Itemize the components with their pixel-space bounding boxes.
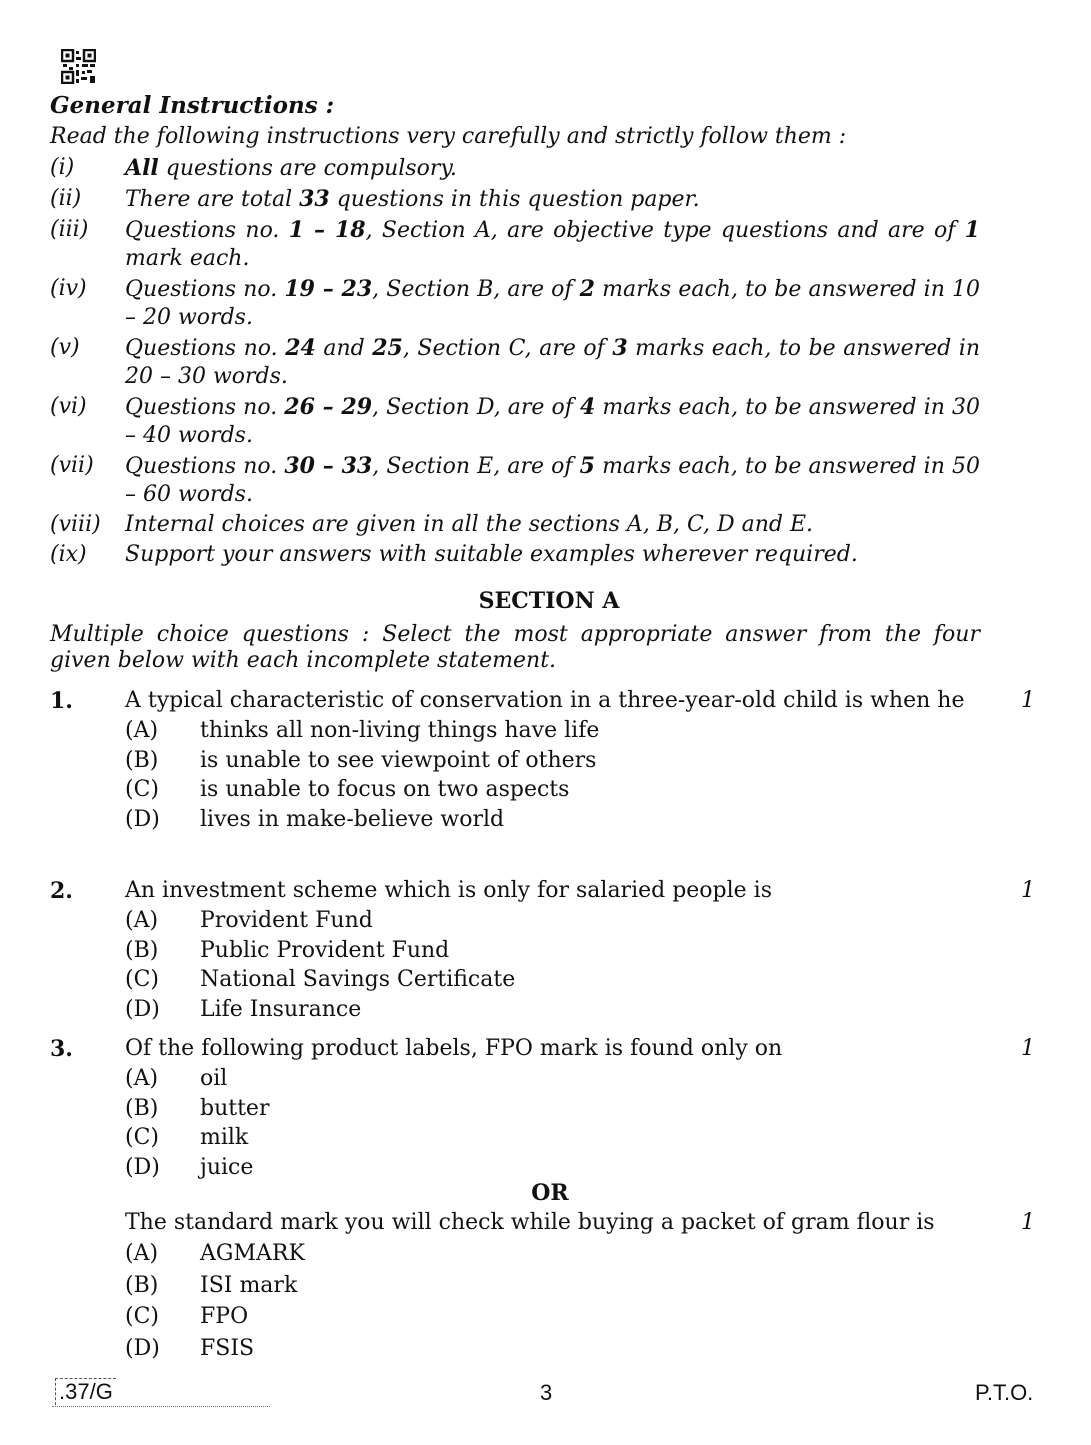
instruction-emphasis: 30 – 33 — [284, 453, 373, 479]
instruction-item — [50, 393, 980, 450]
question-1 — [50, 686, 1050, 834]
option-text: AGMARK — [200, 1241, 305, 1266]
instruction-item — [50, 334, 980, 391]
option-text: is unable to see viewpoint of others — [200, 747, 597, 773]
instruction-run: Questions no. — [125, 395, 285, 420]
option-letter: (D) — [125, 1335, 160, 1361]
instruction-text — [125, 185, 980, 214]
instruction-run: Support your answers with suitable examples wherever required. — [125, 542, 858, 567]
instruction-run: Questions no. — [125, 454, 285, 479]
option-b — [125, 936, 1050, 966]
option-letter: (B) — [125, 1095, 159, 1121]
option-letter: (C) — [125, 1125, 159, 1150]
footer-microtext-strip — [52, 1406, 270, 1412]
instructions-list — [50, 154, 980, 571]
section-description: Multiple choice questions : Select the most appropriate answer from the four given below with each incomplete statement. — [50, 622, 980, 673]
instruction-emphasis: 33 — [299, 186, 330, 212]
instruction-text — [125, 154, 980, 183]
instruction-run: Questions no. — [125, 218, 289, 243]
instruction-item — [50, 154, 980, 183]
instruction-run: , Section D, are of — [372, 395, 580, 420]
option-letter: (C) — [125, 1304, 159, 1329]
paper-code: .37/G — [55, 1378, 116, 1405]
question-2 — [50, 876, 1050, 1024]
question-3 — [50, 1034, 1050, 1364]
question-text: An investment scheme which is only for salaried people is — [125, 878, 773, 903]
instruction-run: Questions no. — [125, 336, 286, 361]
option-text: FSIS — [200, 1335, 255, 1361]
instruction-emphasis: 24 — [285, 335, 316, 361]
instruction-number: (iii) — [50, 217, 89, 242]
alt-option-b — [125, 1270, 1050, 1302]
option-letter: (C) — [125, 777, 159, 802]
section-title: SECTION A — [478, 588, 620, 614]
option-letter: (B) — [125, 937, 159, 963]
option-letter: (A) — [125, 1066, 159, 1091]
option-d — [125, 995, 1050, 1025]
option-letter: (D) — [125, 806, 160, 832]
instruction-text — [125, 275, 980, 332]
instruction-emphasis: 1 — [964, 217, 980, 243]
question-marks: 1 — [1021, 688, 1035, 713]
instruction-run: , Section E, are of — [372, 454, 580, 479]
question-number: 1. — [50, 688, 73, 714]
instruction-text — [125, 393, 980, 450]
page-number: 3 — [540, 1380, 553, 1405]
question-number-spacer — [50, 1208, 125, 1238]
instruction-run: mark each. — [125, 246, 250, 271]
question-marks: 1 — [1021, 1036, 1035, 1061]
option-letter: (B) — [125, 1272, 159, 1298]
alt-question-marks: 1 — [1021, 1210, 1035, 1235]
qr-code-icon — [61, 49, 96, 84]
or-divider: OR — [531, 1180, 569, 1206]
instruction-number: (ix) — [50, 542, 87, 567]
instruction-text — [125, 334, 980, 391]
instruction-run: marks each, to be answered in 50 – 60 words. — [125, 454, 980, 507]
option-text: ISI mark — [200, 1272, 298, 1298]
option-text: butter — [200, 1095, 270, 1121]
instruction-number: (viii) — [50, 512, 101, 537]
instruction-emphasis: 19 – 23 — [284, 276, 373, 302]
option-text: Life Insurance — [200, 996, 362, 1022]
instruction-item — [50, 541, 980, 569]
question-number: 2. — [50, 878, 73, 904]
instruction-run: marks each, to be answered in 10 – 20 words. — [125, 277, 980, 330]
instruction-emphasis: 25 — [372, 335, 403, 361]
instruction-text — [125, 511, 980, 539]
option-c — [125, 1123, 1050, 1153]
instruction-item — [50, 511, 980, 539]
option-c — [125, 775, 1050, 805]
instruction-run: marks each, to be answered in 30 – 40 words. — [125, 395, 980, 448]
question-marks: 1 — [1021, 878, 1035, 903]
alt-option-a — [125, 1238, 1050, 1270]
option-text: Public Provident Fund — [200, 937, 450, 963]
instruction-run: Questions no. — [125, 277, 285, 302]
instruction-number: (ii) — [50, 186, 82, 211]
option-text: National Savings Certificate — [200, 967, 516, 992]
instruction-text — [125, 541, 980, 569]
option-letter: (C) — [125, 967, 159, 992]
option-c — [125, 965, 1050, 995]
option-letter: (A) — [125, 1241, 159, 1266]
instruction-emphasis: 5 — [579, 453, 595, 479]
instruction-run: questions in this question paper. — [329, 187, 700, 212]
option-text: thinks all non-living things have life — [200, 718, 600, 743]
instructions-title: General Instructions : — [50, 92, 335, 119]
instruction-number: (vii) — [50, 453, 94, 478]
option-b — [125, 746, 1050, 776]
option-letter: (D) — [125, 1154, 160, 1180]
option-text: lives in make-believe world — [200, 806, 505, 832]
instructions-intro: Read the following instructions very carefully and strictly follow them : — [50, 124, 847, 149]
option-letter: (A) — [125, 908, 159, 933]
option-letter: (B) — [125, 747, 159, 773]
question-number: 3. — [50, 1036, 73, 1062]
option-b — [125, 1094, 1050, 1124]
instruction-item — [50, 452, 980, 509]
question-text: A typical characteristic of conservation in a three-year-old child is when he — [125, 688, 965, 713]
option-text: FPO — [200, 1304, 249, 1329]
option-letter: (A) — [125, 718, 159, 743]
option-a — [125, 906, 1050, 936]
option-a — [125, 1064, 1050, 1094]
option-text: Provident Fund — [200, 908, 373, 933]
instruction-emphasis: 3 — [612, 335, 628, 361]
instruction-run: and — [315, 336, 373, 361]
instruction-run: , Section A, are objective type questions and are of — [365, 218, 965, 243]
instruction-emphasis: All — [125, 155, 159, 181]
instruction-emphasis: 26 – 29 — [284, 394, 372, 420]
instruction-run: questions are compulsory. — [158, 156, 457, 181]
instruction-run: , Section C, are of — [402, 336, 613, 361]
instruction-emphasis: 4 — [579, 394, 596, 420]
instruction-run: marks each, to be answered in 20 – 30 words. — [125, 336, 980, 389]
option-text: is unable to focus on two aspects — [200, 777, 570, 802]
instruction-emphasis: 1 – 18 — [288, 217, 366, 243]
instruction-number: (i) — [50, 155, 75, 180]
option-text: juice — [200, 1154, 254, 1180]
alt-option-d — [125, 1333, 1050, 1365]
instruction-item — [50, 275, 980, 332]
instruction-emphasis: 2 — [579, 276, 595, 302]
option-letter: (D) — [125, 996, 160, 1022]
instruction-run: , Section B, are of — [372, 277, 580, 302]
instruction-text — [125, 216, 980, 273]
instruction-number: (iv) — [50, 276, 87, 301]
option-text: milk — [200, 1125, 249, 1150]
instruction-run: Internal choices are given in all the sections A, B, C, D and E. — [125, 512, 814, 537]
instruction-number: (vi) — [50, 394, 87, 419]
alt-option-c — [125, 1301, 1050, 1333]
instruction-run: There are total — [125, 187, 300, 212]
instruction-item — [50, 216, 980, 273]
pto-label: P.T.O. — [975, 1380, 1034, 1405]
instruction-number: (v) — [50, 335, 80, 360]
question-text: Of the following product labels, FPO mark is found only on — [125, 1036, 783, 1061]
option-text: oil — [200, 1066, 228, 1091]
instruction-text — [125, 452, 980, 509]
alt-question-text: The standard mark you will check while buying a packet of gram flour is — [125, 1210, 935, 1235]
option-a — [125, 716, 1050, 746]
instruction-item — [50, 185, 980, 214]
option-d — [125, 805, 1050, 835]
